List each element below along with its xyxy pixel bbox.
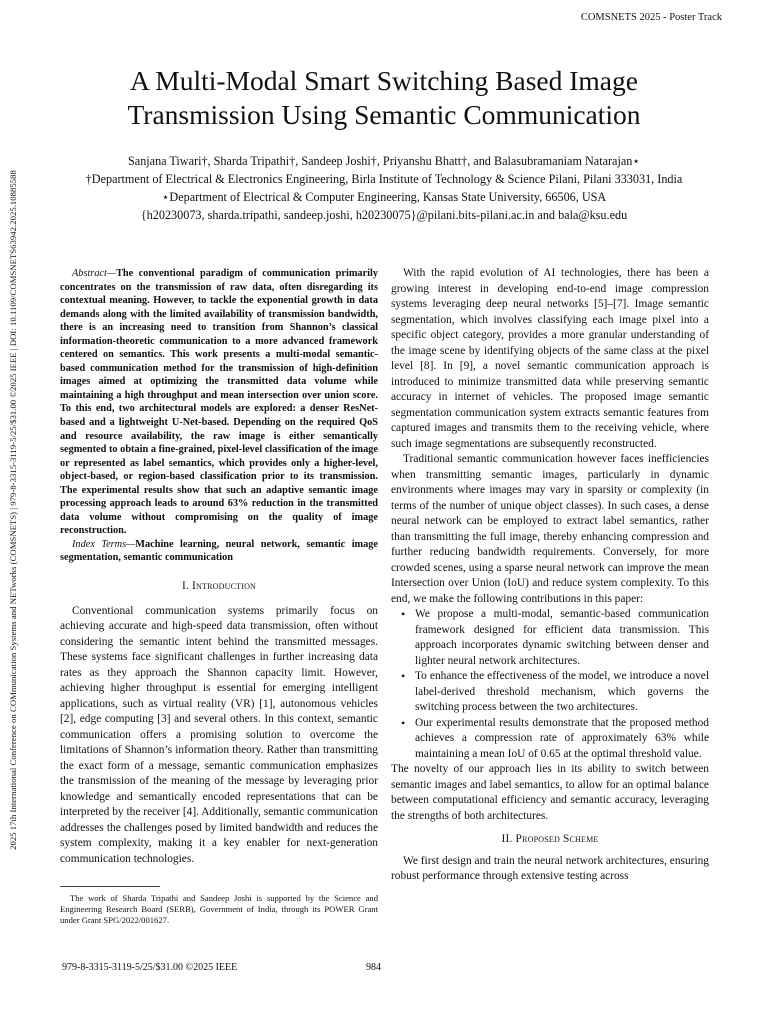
list-item: • Our experimental results demonstrate that the proposed method achieves a compression rate of approximately 63% while maintaining a mean IoU of 0.65 at the optimal threshold value. [415,716,709,763]
abstract-text: The conventional paradigm of communication primarily concentrates on the transmission of raw data, often disregarding its contextual meaning. However, to tackle the exponential growth in data demands along with the limited availability of transmission bandwidth, there is an increasing need to transition from Shannon’s classical information-theoretic communication to a more advanced framework centered on semantics. This work presents a multi-modal semantic-based communication method for the transmission of high-definition images aimed at optimizing the transmitted data volume while maintaining a high throughput and mean intersection over union score. To this end, two architectural models are explored: a denser ResNet-based and a lightweight U-Net-based. Depending on the required QoS and resource availability, the raw image is either semantically segmented to obtain a fine-grained, pixel-level classification of the image or represented as label semantics, which provides only a higher-level, object-based, or region-based classification prior to its transmission. The experimental results show that such an adaptive semantic image processing approach leads to around 63% reduction in the transmitted data volume without compromising on the quality of image reconstruction. [60,268,378,537]
left-column [60,267,378,867]
abstract-lead: Abstract— [72,268,117,279]
scheme-paragraph-1: We first design and train the neural network architectures, ensuring robust performance through extensive testing across [391,854,709,882]
affiliation-2: ⋆Department of Electrical & Computer Engineering, Kansas State University, 66506, USA [161,190,607,204]
title-line-1: A Multi-Modal Smart Switching Based Image [130,65,638,96]
index-terms-lead: Index Terms— [72,538,136,550]
side-citation-strip [6,105,20,915]
side-citation-text: 2025 17th International Conference on COMmunication Systems and NETworks (COMSNETS) | 979-8-3315-3119-5/25/$31.00 ©2025 IEEE | DOI: 10.1109/COMSNETS63942.2025.10885588 [8,170,18,850]
section-heading-proposed-scheme: II. Proposed Scheme [501,833,599,845]
index-terms [60,538,378,565]
right-paragraph-2: Traditional semantic communication however faces inefficiencies when transmitting semantic images, particularly in dynamic environments where images may vary in sparsity or complexity (in terms of the number of unique object classes). In such cases, a dense neural network can be employed to extract label semantics, rather than transmitting the full image, thereby enhancing compression and further reducing bandwidth requirements. Conversely, for more crowded scenes, using a sparse neural network can improve the mean Intersection over Union (IoU) and reduce system complexity. To this end, we make the following contributions in this paper: [391,453,709,605]
index-terms-text: Machine learning, neural network, semantic image segmentation, semantic communication [60,538,379,564]
author-names: Sanjana Tiwari†, Sharda Tripathi†, Sandeep Joshi†, Priyanshu Bhatt†, and Balasubramaniam Natarajan⋆ [128,154,640,168]
right-paragraph-3: The novelty of our approach lies in its ability to switch between semantic images and label semantics, to allow for an optimal balance between computational efficiency and semantic accuracy, leveraging the strengths of both architectures. [391,763,709,822]
paper-title [60,64,708,132]
list-item: • We propose a multi-modal, semantic-based communication framework designed for efficient data transmission. This approach incorporates dynamic switching between denser and lighter neural network architectures. [415,607,709,669]
abstract [60,267,378,538]
affiliation-1: †Department of Electrical & Electronics Engineering, Birla Institute of Technology & Science Pilani, Pilani 333031, India [85,172,683,186]
title-line-2: Transmission Using Semantic Communication [127,99,641,130]
intro-paragraph-1: Conventional communication systems primarily focus on achieving accurate and high-speed data transmission, often without considering the semantic intent behind the transmitted messages. These systems face significant challenges in further increasing data rates as they approach the Shannon capacity limit. However, achieving higher throughput is essential for emerging intelligent applications, such as virtual reality (VR) [1], autonomous vehicles [2], edge computing [3] and several others. In this context, semantic communication offers a promising solution to overcome the limitations of Shannon’s information theory. Rather than transmitting the exact form of a message, semantic communication emphasizes the transmission of the meaning of the message by leveraging prior knowledge and semantically encoded representations that can be interpreted by the receiver [4]. Additionally, semantic communication addresses the challenges posed by limited bandwidth and reduces the system complexity, making it a key enabler for next-generation communication technologies. [60,604,378,865]
right-column [391,266,709,885]
right-paragraph-1: With the rapid evolution of AI technologies, there has been a growing interest in developing end-to-end image compression systems leveraging deep neural networks [5]–[7]. Image semantic segmentation, which involves classifying each image pixel into a specific object category, provides a more granular understanding of the image scene by identifying objects of the same class at the pixel level [8]. In [9], a novel semantic communication approach is introduced to minimize transmitted data while preserving semantic accuracy in internet of vehicles. The proposed image semantic segmentation communication system extracts semantic features from captured images and transmits them to the receiving vehicle, where such image segmentations are subsequently reconstructed. [391,267,709,450]
funding-footnote: The work of Sharda Tripathi and Sandeep Joshi is supported by the Science and Engineering Research Board (SERB), Government of India, through its POWER Grant under Grant SPG/2022/001627. [60,893,378,925]
page-number: 984 [366,962,381,973]
footnote-rule [60,886,160,887]
section-heading-introduction: I. Introduction [181,580,257,593]
list-item: • To enhance the effectiveness of the model, we introduce a novel label-derived threshold mechanism, which governs the switching process between the two architectures. [415,669,709,716]
contributions-list [391,607,709,762]
author-block [40,152,728,224]
author-emails: {h20230073, sharda.tripathi, sandeep.joshi, h20230075}@pilani.bits-pilani.ac.in and bala@ksu.edu [140,208,628,222]
conference-track-header: COMSNETS 2025 - Poster Track [580,12,722,23]
footer-isbn: 979-8-3315-3119-5/25/$31.00 ©2025 IEEE [62,962,238,973]
